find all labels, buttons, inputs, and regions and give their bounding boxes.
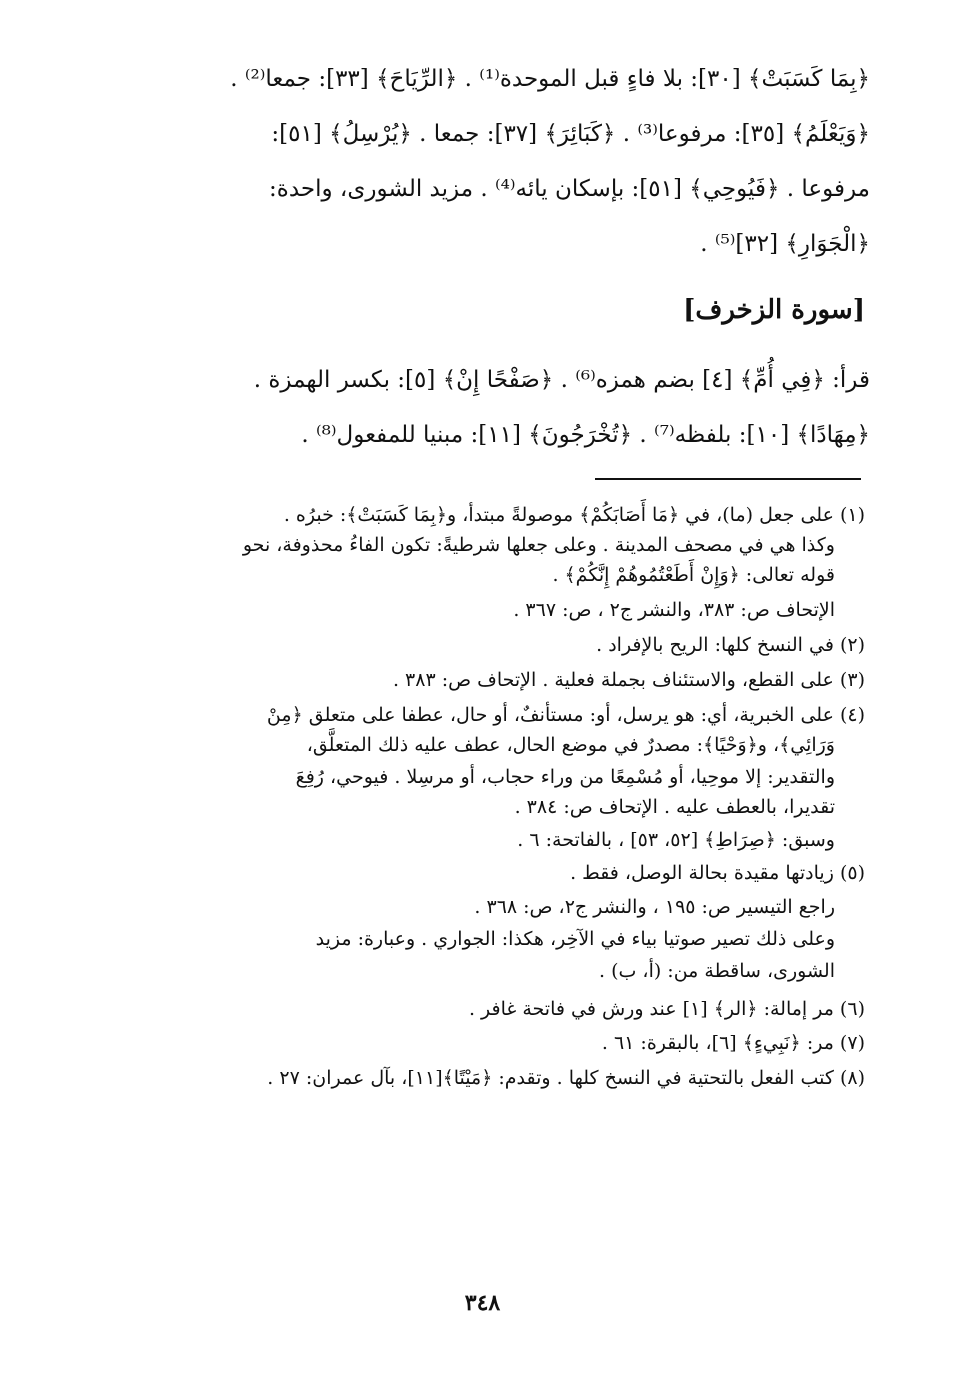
- text-line: قرأ: ﴿فِي أُمِّ﴾ [٤] بضم همزه⁽⁶⁾ . ﴿صَفْحًا إِنْ﴾ [٥]: بكسر الهمزة .: [253, 367, 870, 393]
- footnote-line: راجع التيسير ص: ١٩٥ ، والنشر ج٢، ص: ٣٦٨ .: [474, 896, 835, 918]
- footnote-line: وَرَائِي﴾، و﴿وَحْيًا﴾: مصدرٌ في موضع الحال، عطف عليه ذلك المتعلَّق،: [306, 734, 835, 756]
- footnote-line: وعلى ذلك تصير صوتيا بياء في الآخِر، هكذا: الجواري . وعبارة: مزيد: [315, 928, 835, 950]
- text-line: ﴿وَيَعْلَمُ﴾ [٣٥]: مرفوعا⁽³⁾ . ﴿كَبَائِرَ﴾ [٣٧]: جمعا . ﴿يُرْسِلُ﴾ [٥١]:: [271, 121, 870, 147]
- footnote-line: (٨) كتب الفعل بالتحتية في النسخ كلها . وتقدم: ﴿مَيْتًا﴾[١١]، بآل عمران: ٢٧ .: [267, 1067, 865, 1089]
- footnote-line: (٣) على القطع، والاستئناف بجملة فعلية . الإتحاف ص: ٣٨٣ .: [392, 669, 865, 691]
- text-line: ﴿الْجَوَارِ﴾ [٣٢]⁽⁵⁾ .: [700, 231, 870, 257]
- text-line: ﴿بِمَا كَسَبَتْ﴾ [٣٠]: بلا فاءٍ قبل الموحدة⁽¹⁾ . ﴿الرِّيَاحَ﴾ [٣٣]: جمعا⁽²⁾ .: [230, 66, 870, 92]
- footnote-line: (٧) مر: ﴿نَبِيءٍ﴾ [٦]، بالبقرة: ٦١ .: [601, 1032, 865, 1054]
- footnote-line: وكذا هي في مصحف المدينة . وعلى جعلها شرطيةً: تكون الفاءُ محذوفة، نحو: [242, 534, 835, 556]
- footnote-line: (٤) على الخبرية، أي: هو يرسل، أو: مستأنفٌ، أو حال، عطفا على متعلق ﴿مِنْ: [266, 704, 865, 726]
- text-line: ﴿مِهَادًا﴾ [١٠]: بلفظه⁽⁷⁾ . ﴿تُخْرَجُونَ﴾ [١١]: مبنيا للمفعول⁽⁸⁾ .: [301, 422, 870, 448]
- surah-heading: [سورة الزخرف]: [683, 295, 865, 325]
- footnote-separator: [595, 478, 861, 480]
- footnote-line: والتقدير: إلا موحِيا، أو مُسْمِعًا من وراء حجاب، أو مرسِلا . فيوحي، رُفِعَ: [295, 766, 835, 788]
- section-b: [150, 353, 870, 463]
- footnote-line: (١) على جعل (ما)، في ﴿مَا أَصَابَكُمْ﴾ موصولةً مبتدأ، و﴿بِمَا كَسَبَتْ﴾: خبرُه .: [283, 504, 865, 526]
- footnote-line: (٥) زيادتها مقيدة بحالة الوصل، فقط .: [570, 862, 865, 884]
- footnote-line: (٢) في النسخ كلها: الريح بالإفراد .: [596, 634, 865, 656]
- footnote-line: (٦) مر إمالة: ﴿الر﴾ [١] عند ورش في فاتحة غافر .: [468, 998, 865, 1020]
- footnote-line: وسبق: ﴿صِرَاطِ﴾ [٥٢، ٥٣] ، بالفاتحة: ٦ .: [517, 829, 835, 851]
- footnote-line: الشورى، ساقطة من: (أ، ب) .: [599, 960, 835, 982]
- footnote-line: تقديرا، بالعطف عليه . الإتحاف ص: ٣٨٤ .: [514, 796, 835, 818]
- section-a: [150, 52, 870, 272]
- footnote-line: الإتحاف ص: ٣٨٣، والنشر ج٢ ، ص: ٣٦٧ .: [513, 599, 835, 621]
- footnote-line: قوله تعالى: ﴿وَإِنْ أَطَعْتُمُوهُمْ إِنَّكُمْ﴾ .: [552, 564, 835, 586]
- page-number: ٣٤٨: [464, 1290, 501, 1316]
- text-line: مرفوعا . ﴿فَيُوحِي﴾ [٥١]: بإسكان يائه⁽⁴⁾ . مزيد الشورى، واحدة:: [269, 176, 870, 202]
